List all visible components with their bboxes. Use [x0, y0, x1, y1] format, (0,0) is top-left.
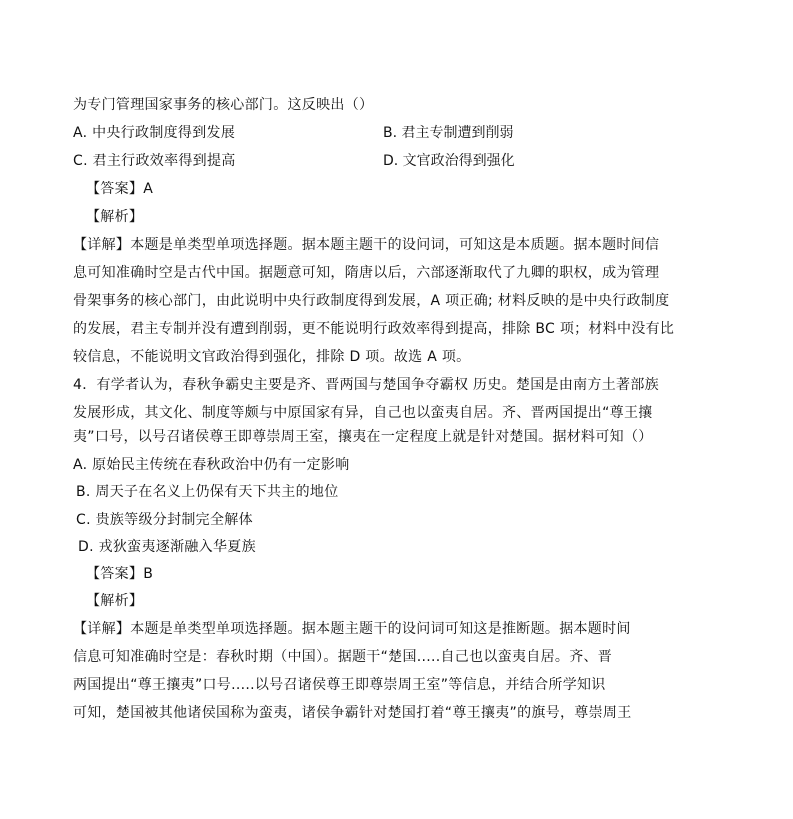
question-3-option-c: C. 君主行政效率得到提高: [73, 153, 236, 169]
question-4-detail-line: 【详解】本题是单类型单项选择题。据本题主题干的设问词可知这是推断题。据本题时间: [73, 621, 631, 637]
question-4-stem-line: 发展形成，其文化、制度等颇与中原国家有异，自己也以蛮夷自居。齐、晋两国提出“尊王攘: [73, 405, 653, 421]
question-4-detail-line: 信息可知准确时空是：春秋时期（中国）。据题干“楚国.....自己也以蛮夷自居。齐、晋: [73, 649, 613, 665]
question-3-detail-line: 息可知准确时空是古代中国。据题意可知，隋唐以后，六部逐渐取代了九卿的职权，成为管理: [73, 265, 660, 281]
question-3-option-a: A. 中央行政制度得到发展: [73, 125, 236, 141]
question-4-analysis-label: 【解析】: [86, 593, 144, 609]
question-3-option-b: B. 君主专制遭到削弱: [383, 125, 514, 141]
question-3-detail-line: 【详解】本题是单类型单项选择题。据本题主题干的设问词，可知这是本质题。据本题时间信: [73, 237, 660, 253]
question-3-analysis-label: 【解析】: [86, 209, 144, 225]
question-3-stem-tail: 为专门管理国家事务的核心部门。这反映出（）: [73, 97, 374, 113]
question-4-option-a: A. 原始民主传统在春秋政治中仍有一定影响: [73, 457, 350, 473]
question-3-answer: 【答案】A: [86, 181, 154, 197]
question-4-stem-line: 夷”口号，以号召诸侯尊王即尊崇周王室，攘夷在一定程度上就是针对楚国。据材料可知（）: [73, 429, 653, 445]
question-3-detail-line: 的发展，君主专制并没有遭到削弱，更不能说明行政效率得到提高，排除 BC 项；材料中没有比: [73, 321, 675, 337]
question-3-detail-line: 较信息，不能说明文官政治得到强化，排除 D 项。故选 A 项。: [73, 349, 471, 365]
question-4-detail-line: 可知，楚国被其他诸侯国称为蛮夷，诸侯争霸针对楚国打着“尊王攘夷”的旗号，尊崇周王: [73, 705, 632, 721]
question-3-option-d: D. 文官政治得到强化: [383, 153, 515, 169]
question-4-option-b: B. 周天子在名义上仍保有天下共主的地位: [76, 484, 339, 500]
question-4-answer: 【答案】B: [86, 566, 154, 582]
question-4-option-c: C. 贵族等级分封制完全解体: [76, 512, 253, 528]
question-3-detail-line: 骨架事务的核心部门，由此说明中央行政制度得到发展，A 项正确; 材料反映的是中央行政制度: [73, 293, 670, 309]
question-4-detail-line: 两国提出“尊王攘夷”口号.....以号召诸侯尊王即尊崇周王室”等信息，并结合所学知识: [73, 677, 606, 693]
question-4-stem-line: 4．有学者认为，春秋争霸史主要是齐、晋两国与楚国争夺霸权 历史。楚国是由南方土著部族: [73, 377, 659, 393]
question-4-option-d: D. 戎狄蛮夷逐渐融入华夏族: [78, 539, 256, 555]
